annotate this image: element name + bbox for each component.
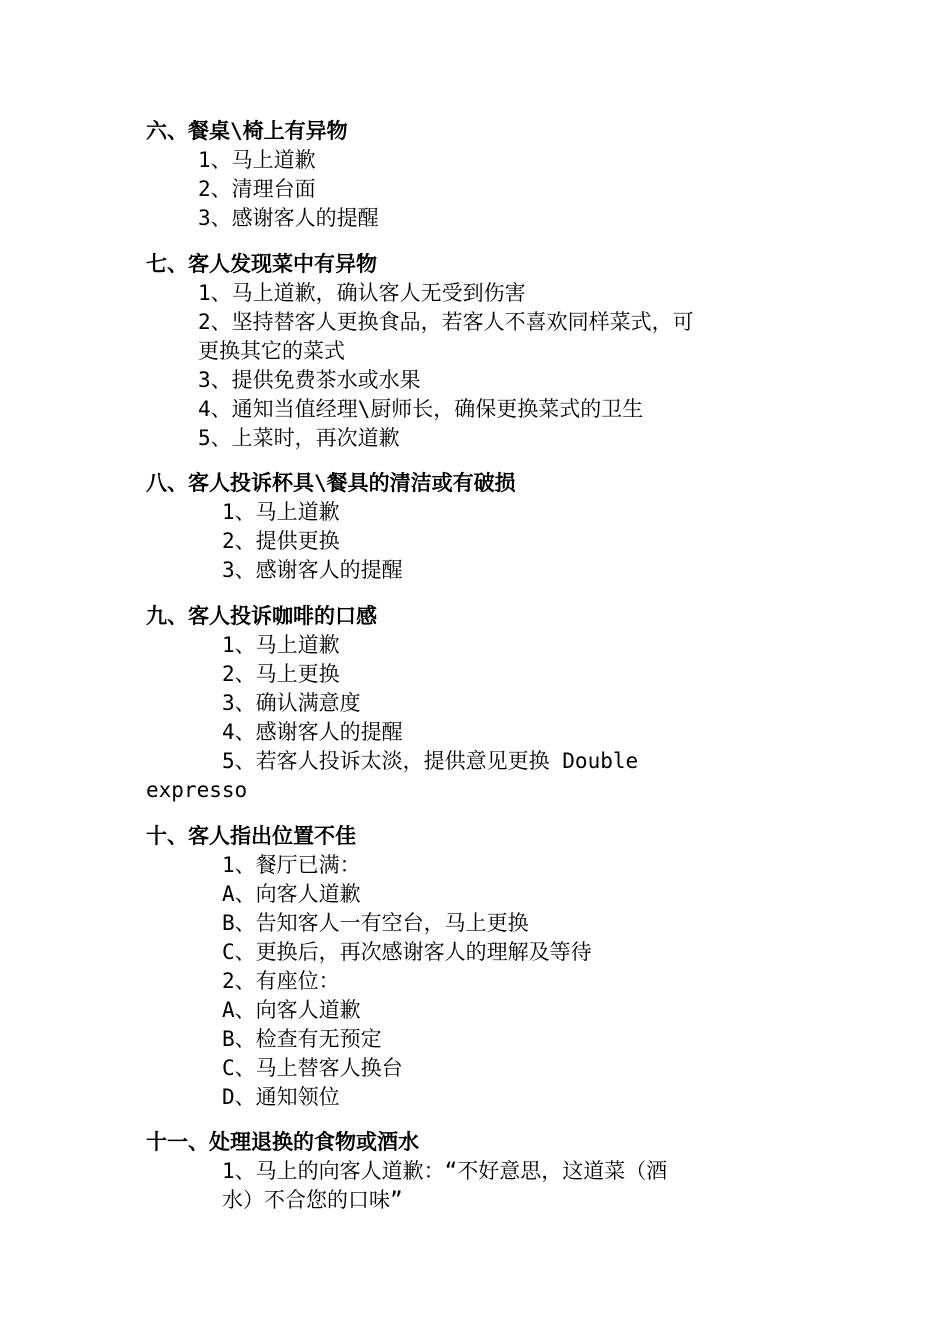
list-item: 1、马上道歉 [222,500,340,524]
section-heading: 十、客人指出位置不佳 [146,824,356,848]
list-item: 3、感谢客人的提醒 [222,558,403,582]
list-item: 5、若客人投诉太淡，提供意见更换 Double [222,749,639,773]
list-item: B、检查有无预定 [222,1027,382,1051]
section-9 [146,602,826,805]
list-item: 1、餐厅已满： [222,853,361,877]
list-item: 2、坚持替客人更换食品，若客人不喜欢同样菜式，可 [198,310,694,334]
section-10 [146,822,826,1112]
list-item: A、向客人道歉 [222,998,361,1022]
list-item: 3、提供免费茶水或水果 [198,368,421,392]
list-item: C、更换后，再次感谢客人的理解及等待 [222,940,592,964]
section-11 [146,1128,826,1215]
list-item: 1、马上道歉 [198,148,316,172]
list-item-continuation: 水）不合您的口味” [222,1188,403,1212]
list-item: C、马上替客人换台 [222,1056,403,1080]
list-item-continuation: expresso [146,778,248,802]
list-item: 2、清理台面 [198,177,316,201]
list-item: 5、上菜时，再次道歉 [198,426,400,450]
section-heading: 七、客人发现菜中有异物 [146,252,377,276]
section-heading: 六、餐桌\椅上有异物 [146,119,348,143]
section-heading: 十一、处理退换的食物或酒水 [146,1130,419,1154]
list-item: 4、感谢客人的提醒 [222,720,403,744]
section-heading: 九、客人投诉咖啡的口感 [146,604,377,628]
list-item: 3、确认满意度 [222,691,361,715]
list-item: 1、马上道歉 [222,633,340,657]
list-item: D、通知领位 [222,1085,340,1109]
section-7 [146,250,826,453]
section-8 [146,469,826,585]
list-item: 4、通知当值经理\厨师长，确保更换菜式的卫生 [198,397,644,421]
list-item: 2、提供更换 [222,529,340,553]
list-item-continuation: 更换其它的菜式 [198,339,345,363]
list-item: 2、马上更换 [222,662,340,686]
list-item: 3、感谢客人的提醒 [198,206,379,230]
list-item: A、向客人道歉 [222,882,361,906]
section-heading: 八、客人投诉杯具\餐具的清洁或有破损 [146,471,516,495]
list-item: 2、有座位： [222,969,340,993]
list-item: B、告知客人一有空台，马上更换 [222,911,529,935]
section-6 [146,117,826,233]
list-item: 1、马上道歉，确认客人无受到伤害 [198,281,526,305]
list-item: 1、马上的向客人道歉：“不好意思，这道菜（酒 [222,1159,668,1183]
